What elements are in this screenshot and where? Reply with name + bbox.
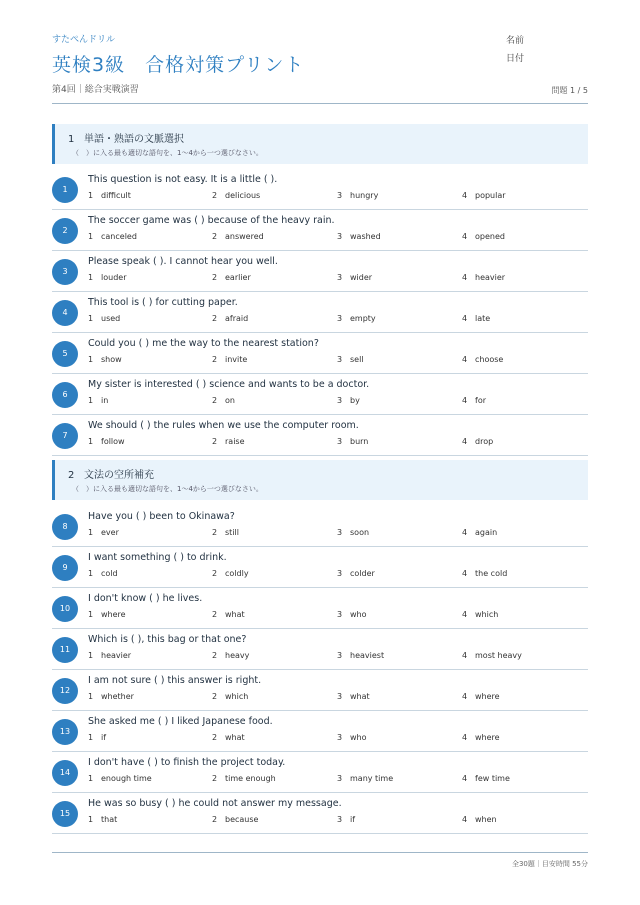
question-text: This tool is ( ) for cutting paper.	[88, 297, 238, 308]
option-1[interactable]	[88, 355, 122, 364]
option-number: 3	[337, 774, 343, 783]
option-4[interactable]	[462, 396, 486, 405]
option-2[interactable]	[212, 815, 258, 824]
option-number: 3	[337, 273, 343, 282]
option-text: used	[101, 314, 121, 323]
option-text: answered	[225, 232, 264, 241]
option-number: 2	[212, 232, 218, 241]
option-number: 2	[212, 692, 218, 701]
option-3[interactable]	[337, 191, 378, 200]
option-text: on	[225, 396, 235, 405]
option-number: 3	[337, 610, 343, 619]
option-text: coldly	[225, 569, 249, 578]
footer-divider	[52, 852, 588, 853]
option-3[interactable]	[337, 651, 384, 660]
option-1[interactable]	[88, 733, 106, 742]
option-number: 4	[462, 355, 468, 364]
option-number: 1	[88, 528, 94, 537]
option-number: 1	[88, 692, 94, 701]
option-text: where	[101, 610, 126, 619]
option-number: 2	[212, 651, 218, 660]
question-number-badge: 3	[52, 259, 78, 285]
question-item	[52, 374, 588, 415]
option-text: because	[225, 815, 259, 824]
question-text: He was so busy ( ) he could not answer my message.	[88, 798, 342, 809]
option-text: afraid	[225, 314, 249, 323]
option-text: heavier	[475, 273, 506, 282]
option-4[interactable]	[462, 733, 500, 742]
option-4[interactable]	[462, 610, 498, 619]
option-1[interactable]	[88, 191, 131, 200]
section-instruction: （ ）に入る最も適切な語句を、1〜4から一つ選びなさい。	[72, 485, 263, 493]
option-text: washed	[350, 232, 381, 241]
brand-label: すたぺんドリル	[52, 35, 116, 45]
option-text: time enough	[225, 774, 276, 783]
option-2[interactable]	[212, 569, 249, 578]
option-text: soon	[350, 528, 370, 537]
option-text: heavy	[225, 651, 250, 660]
option-number: 4	[462, 815, 468, 824]
option-text: what	[350, 692, 370, 701]
option-text: what	[225, 610, 245, 619]
option-number: 3	[337, 733, 343, 742]
question-text: I am not sure ( ) this answer is right.	[88, 675, 262, 686]
option-text: in	[101, 396, 109, 405]
option-4[interactable]	[462, 774, 510, 783]
question-number-badge: 6	[52, 382, 78, 408]
question-item	[52, 629, 588, 670]
section-instruction: （ ）に入る最も適切な語句を、1〜4から一つ選びなさい。	[72, 149, 263, 157]
option-1[interactable]	[88, 692, 134, 701]
option-text: colder	[350, 569, 375, 578]
option-4[interactable]	[462, 191, 506, 200]
option-text: hungry	[350, 191, 379, 200]
option-3[interactable]	[337, 232, 381, 241]
header-divider	[52, 103, 588, 104]
option-number: 3	[337, 355, 343, 364]
option-number: 1	[88, 569, 94, 578]
option-number: 2	[212, 569, 218, 578]
question-item	[52, 547, 588, 588]
option-number: 4	[462, 191, 468, 200]
section-title	[68, 466, 154, 481]
option-1[interactable]	[88, 610, 126, 619]
section-header	[52, 460, 588, 500]
option-text: sell	[350, 355, 364, 364]
option-number: 1	[88, 314, 94, 323]
option-number: 4	[462, 437, 468, 446]
option-1[interactable]	[88, 273, 126, 282]
question-number-badge: 5	[52, 341, 78, 367]
option-text: the cold	[475, 569, 508, 578]
option-number: 3	[337, 396, 343, 405]
question-number-badge: 14	[52, 760, 78, 786]
option-2[interactable]	[212, 610, 245, 619]
option-2[interactable]	[212, 692, 248, 701]
option-3[interactable]	[337, 396, 360, 405]
option-text: late	[475, 314, 491, 323]
option-number: 2	[212, 355, 218, 364]
option-text: who	[350, 733, 367, 742]
option-text: follow	[101, 437, 125, 446]
option-3[interactable]	[337, 569, 375, 578]
option-text: which	[225, 692, 249, 701]
question-text: The soccer game was ( ) because of the heavy rain.	[88, 215, 335, 226]
option-text: by	[350, 396, 360, 405]
option-number: 4	[462, 692, 468, 701]
option-3[interactable]	[337, 692, 370, 701]
option-number: 2	[212, 610, 218, 619]
question-item	[52, 506, 588, 547]
option-number: 3	[337, 314, 343, 323]
question-item	[52, 711, 588, 752]
option-text: popular	[475, 191, 506, 200]
option-text: heavier	[101, 651, 132, 660]
question-number-badge: 13	[52, 719, 78, 745]
option-text: raise	[225, 437, 245, 446]
option-2[interactable]	[212, 396, 235, 405]
option-1[interactable]	[88, 437, 125, 446]
option-number: 4	[462, 651, 468, 660]
option-3[interactable]	[337, 437, 368, 446]
question-text: Please speak ( ). I cannot hear you well.	[88, 256, 278, 267]
option-number: 2	[212, 273, 218, 282]
option-2[interactable]	[212, 355, 247, 364]
option-number: 4	[462, 314, 468, 323]
option-2[interactable]	[212, 651, 249, 660]
option-1[interactable]	[88, 774, 152, 783]
option-4[interactable]	[462, 437, 493, 446]
option-number: 2	[212, 396, 218, 405]
option-text: ever	[101, 528, 119, 537]
option-number: 3	[337, 437, 343, 446]
question-item	[52, 588, 588, 629]
option-text: difficult	[101, 191, 131, 200]
option-text: who	[350, 610, 367, 619]
option-number: 4	[462, 774, 468, 783]
date-label: 日付	[506, 54, 525, 64]
question-item	[52, 169, 588, 210]
option-3[interactable]	[337, 815, 355, 824]
question-number-badge: 2	[52, 218, 78, 244]
question-text: I don't have ( ) to finish the project today.	[88, 757, 286, 768]
name-label: 名前	[506, 36, 525, 46]
section-header	[52, 124, 588, 164]
option-number: 4	[462, 232, 468, 241]
question-number-badge: 7	[52, 423, 78, 449]
question-text: She asked me ( ) I liked Japanese food.	[88, 716, 273, 727]
option-2[interactable]	[212, 774, 276, 783]
option-number: 1	[88, 232, 94, 241]
option-text: where	[475, 733, 500, 742]
question-item	[52, 210, 588, 251]
option-4[interactable]	[462, 528, 497, 537]
option-text: wider	[350, 273, 373, 282]
option-number: 4	[462, 528, 468, 537]
option-2[interactable]	[212, 191, 260, 200]
option-number: 1	[88, 355, 94, 364]
option-1[interactable]	[88, 569, 118, 578]
option-number: 3	[337, 528, 343, 537]
question-number-badge: 9	[52, 555, 78, 581]
footer-note: 全30題｜目安時間 55分	[511, 860, 588, 868]
option-1[interactable]	[88, 528, 119, 537]
option-number: 4	[462, 733, 468, 742]
option-2[interactable]	[212, 733, 245, 742]
page-title: 英検3級 合格対策プリント	[52, 54, 305, 76]
option-3[interactable]	[337, 733, 367, 742]
option-text: choose	[475, 355, 504, 364]
option-number: 1	[88, 396, 94, 405]
option-number: 1	[88, 610, 94, 619]
option-4[interactable]	[462, 651, 522, 660]
option-4[interactable]	[462, 692, 500, 701]
option-text: delicious	[225, 191, 261, 200]
option-number: 2	[212, 733, 218, 742]
option-1[interactable]	[88, 651, 131, 660]
option-text: burn	[350, 437, 369, 446]
section-number: 1	[68, 134, 75, 145]
option-4[interactable]	[462, 815, 497, 824]
subtitle: 第4回｜総合実戦演習	[52, 85, 139, 95]
option-text: for	[475, 396, 486, 405]
option-text: that	[101, 815, 118, 824]
option-text: whether	[101, 692, 134, 701]
option-number: 4	[462, 273, 468, 282]
option-number: 3	[337, 191, 343, 200]
question-text: Which is ( ), this bag or that one?	[88, 634, 247, 645]
option-text: many time	[350, 774, 394, 783]
option-text: canceled	[101, 232, 137, 241]
option-2[interactable]	[212, 528, 239, 537]
option-2[interactable]	[212, 273, 251, 282]
option-number: 1	[88, 437, 94, 446]
option-1[interactable]	[88, 314, 120, 323]
option-2[interactable]	[212, 437, 245, 446]
option-text: most heavy	[475, 651, 522, 660]
option-1[interactable]	[88, 396, 108, 405]
option-1[interactable]	[88, 815, 117, 824]
question-item	[52, 415, 588, 456]
question-number-badge: 11	[52, 637, 78, 663]
question-text: This question is not easy. It is a little ( ).	[88, 174, 278, 185]
option-text: show	[101, 355, 122, 364]
option-text: drop	[475, 437, 494, 446]
question-item	[52, 333, 588, 374]
option-2[interactable]	[212, 314, 248, 323]
option-text: earlier	[225, 273, 251, 282]
question-text: My sister is interested ( ) science and wants to be a doctor.	[88, 379, 370, 390]
question-item	[52, 292, 588, 333]
option-text: cold	[101, 569, 118, 578]
section-title-text: 単語・熟語の文脈選択	[84, 134, 184, 145]
option-4[interactable]	[462, 355, 503, 364]
option-text: if	[101, 733, 107, 742]
option-text: enough time	[101, 774, 152, 783]
option-number: 1	[88, 651, 94, 660]
option-text: invite	[225, 355, 248, 364]
option-text: what	[225, 733, 245, 742]
question-number-badge: 10	[52, 596, 78, 622]
question-number-badge: 4	[52, 300, 78, 326]
question-item	[52, 752, 588, 793]
option-number: 3	[337, 815, 343, 824]
page-number: 問題 1 / 5	[551, 86, 588, 95]
option-text: few time	[475, 774, 510, 783]
option-4[interactable]	[462, 273, 505, 282]
option-3[interactable]	[337, 355, 364, 364]
option-3[interactable]	[337, 610, 367, 619]
question-text: We should ( ) the rules when we use the computer room.	[88, 420, 359, 431]
option-text: when	[475, 815, 497, 824]
option-text: louder	[101, 273, 127, 282]
option-text: still	[225, 528, 239, 537]
option-text: which	[475, 610, 499, 619]
question-item	[52, 670, 588, 711]
option-number: 2	[212, 815, 218, 824]
option-3[interactable]	[337, 528, 369, 537]
section-title	[68, 130, 184, 145]
option-number: 1	[88, 273, 94, 282]
section-title-text: 文法の空所補充	[84, 470, 154, 481]
question-number-badge: 12	[52, 678, 78, 704]
option-number: 2	[212, 437, 218, 446]
question-text: Could you ( ) me the way to the nearest station?	[88, 338, 319, 349]
question-item	[52, 251, 588, 292]
question-number-badge: 8	[52, 514, 78, 540]
option-number: 2	[212, 528, 218, 537]
option-number: 2	[212, 314, 218, 323]
question-text: I want something ( ) to drink.	[88, 552, 227, 563]
option-text: heaviest	[350, 651, 385, 660]
question-number-badge: 15	[52, 801, 78, 827]
option-number: 3	[337, 692, 343, 701]
option-number: 3	[337, 569, 343, 578]
option-3[interactable]	[337, 273, 372, 282]
option-number: 1	[88, 815, 94, 824]
option-number: 2	[212, 191, 218, 200]
option-3[interactable]	[337, 314, 376, 323]
option-number: 1	[88, 191, 94, 200]
option-3[interactable]	[337, 774, 393, 783]
option-4[interactable]	[462, 569, 507, 578]
question-number-badge: 1	[52, 177, 78, 203]
option-number: 4	[462, 396, 468, 405]
option-number: 3	[337, 651, 343, 660]
option-text: opened	[475, 232, 505, 241]
question-text: I don't know ( ) he lives.	[88, 593, 203, 604]
question-text: Have you ( ) been to Okinawa?	[88, 511, 235, 522]
option-number: 4	[462, 610, 468, 619]
option-text: again	[475, 528, 498, 537]
option-number: 4	[462, 569, 468, 578]
option-4[interactable]	[462, 232, 505, 241]
question-item	[52, 793, 588, 834]
option-1[interactable]	[88, 232, 137, 241]
option-2[interactable]	[212, 232, 264, 241]
section-number: 2	[68, 470, 75, 481]
option-text: if	[350, 815, 356, 824]
option-number: 2	[212, 774, 218, 783]
option-number: 1	[88, 774, 94, 783]
option-4[interactable]	[462, 314, 490, 323]
option-text: where	[475, 692, 500, 701]
option-number: 3	[337, 232, 343, 241]
option-number: 1	[88, 733, 94, 742]
option-text: empty	[350, 314, 376, 323]
